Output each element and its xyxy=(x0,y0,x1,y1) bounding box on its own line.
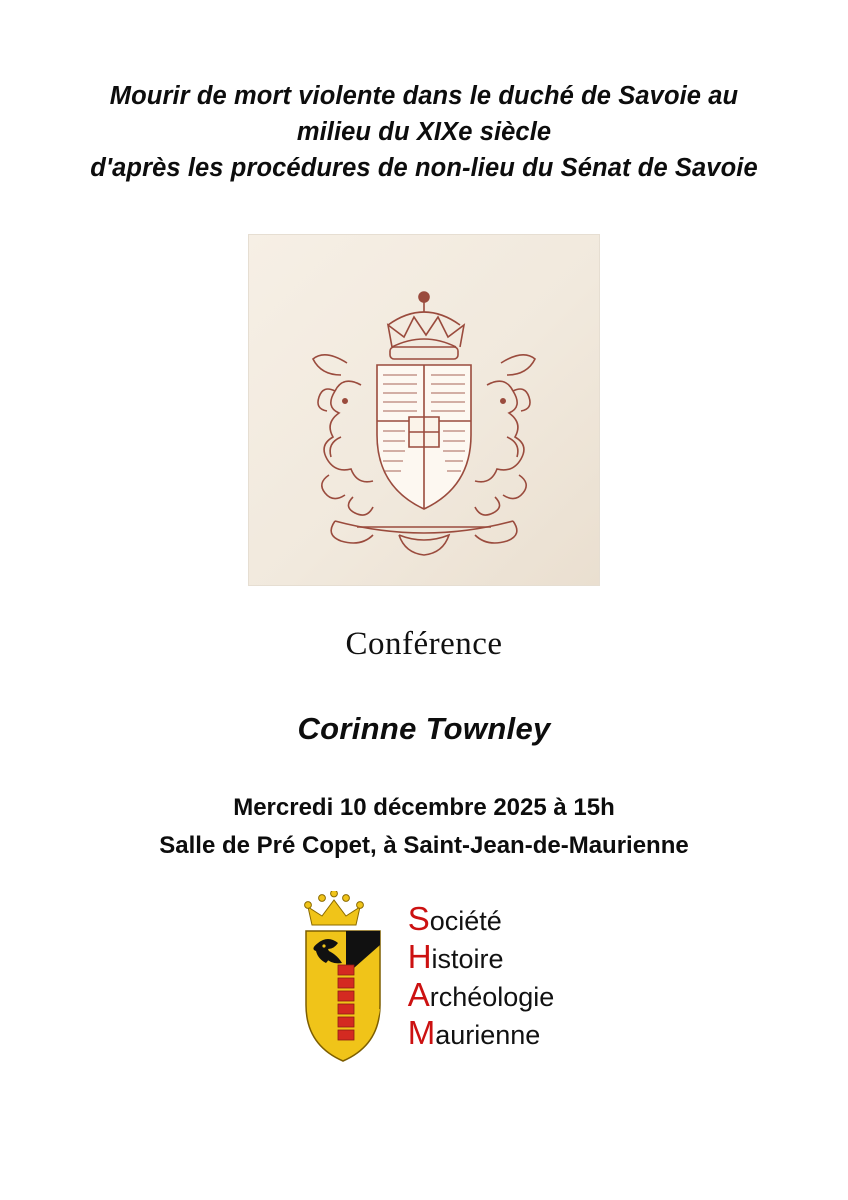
title-line-2: milieu du XIXe siècle xyxy=(296,118,552,146)
logo-word-maurienne: aurienne xyxy=(435,1020,541,1050)
sham-shield-icon xyxy=(294,891,402,1063)
savoy-coat-of-arms-engraving-icon xyxy=(248,234,600,586)
sham-logo xyxy=(294,891,555,1063)
sham-logo-text xyxy=(408,902,555,1052)
logo-initial-s: S xyxy=(407,900,430,937)
event-location: Salle de Pré Copet, à Saint-Jean-de-Maurienne xyxy=(159,832,689,859)
title-line-1: Mourir de mort violente dans le duché de Savoie au xyxy=(109,82,739,110)
event-details xyxy=(159,789,688,865)
logo-word-histoire: istoire xyxy=(431,944,504,974)
event-date: Mercredi 10 décembre 2025 à 15h xyxy=(233,794,615,821)
logo-row-societe xyxy=(408,902,555,938)
logo-word-archeologie: rchéologie xyxy=(429,982,555,1012)
logo-row-archeologie xyxy=(408,978,555,1014)
speaker-name: Corinne Townley xyxy=(297,711,551,746)
page-title xyxy=(29,78,819,186)
logo-initial-h: H xyxy=(407,938,432,975)
title-line-3: d'après les procédures de non-lieu du Sénat de Savoie xyxy=(90,154,758,182)
logo-word-societe: ociété xyxy=(429,906,502,936)
logo-initial-a: A xyxy=(407,976,430,1013)
logo-initial-m: M xyxy=(407,1014,436,1051)
logo-row-histoire xyxy=(408,940,555,976)
logo-row-maurienne xyxy=(408,1016,555,1052)
event-type-label: Conférence xyxy=(345,626,503,662)
